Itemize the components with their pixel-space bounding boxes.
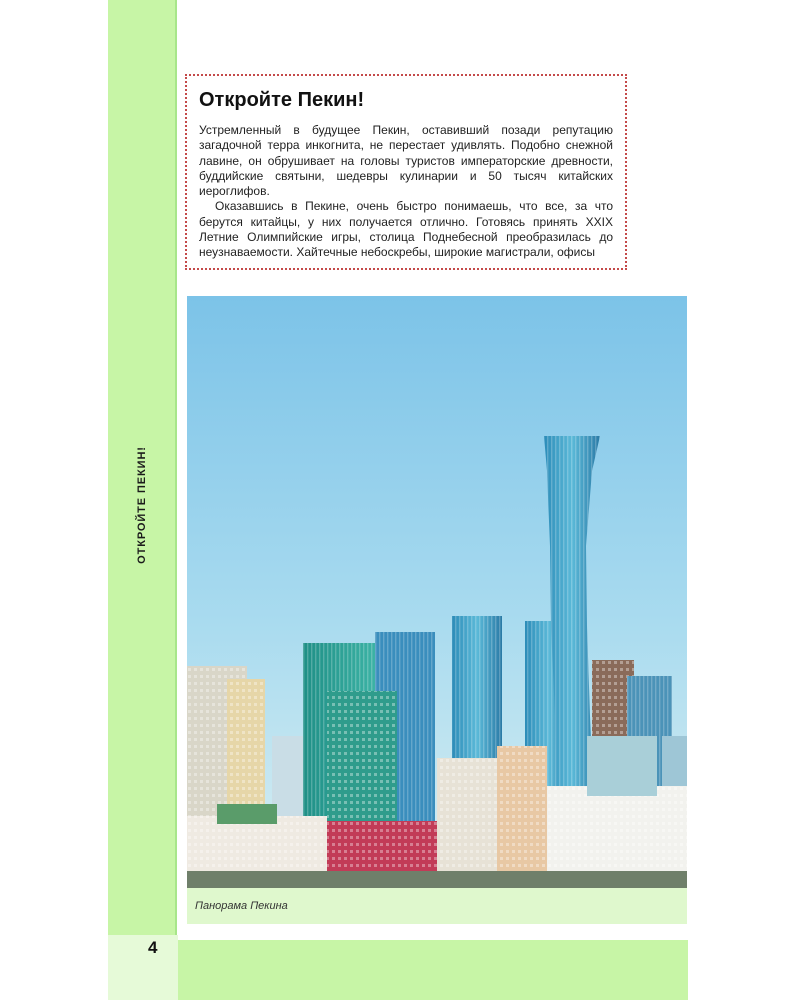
photo-caption: Панорама Пекина (195, 900, 288, 912)
bottom-band (178, 940, 688, 1000)
intro-paragraph-1: Устремленный в будущее Пекин, оставивший позади репутацию загадочной терра инкогнита, не перестает удивлять. Подобно снежной лавине, он обрушивает на головы туристов императорские древности, буддийские святыни, шедевры кулинарии и 50 тысяч китайских иероглифов. (199, 123, 613, 199)
sidebar-section-title: ОТКРОЙТЕ ПЕКИН! (136, 446, 148, 564)
intro-title: Откройте Пекин! (199, 89, 365, 111)
intro-paragraph-2: Оказавшись в Пекине, очень быстро понимаешь, что все, за что берутся китайцы, у них получается отлично. Готовясь принять XXIX Летние Олимпийские игры, столица Поднебесной преобразилась до неузнаваемости. Хайтечные небоскребы, широкие магистрали, офисы (199, 199, 613, 260)
photo-caption-bar (187, 888, 687, 924)
sidebar-divider (175, 0, 177, 1000)
beijing-skyline-photo (187, 296, 687, 888)
page-number: 4 (148, 938, 158, 957)
page-number-box (108, 935, 178, 1000)
intro-box (185, 74, 627, 270)
